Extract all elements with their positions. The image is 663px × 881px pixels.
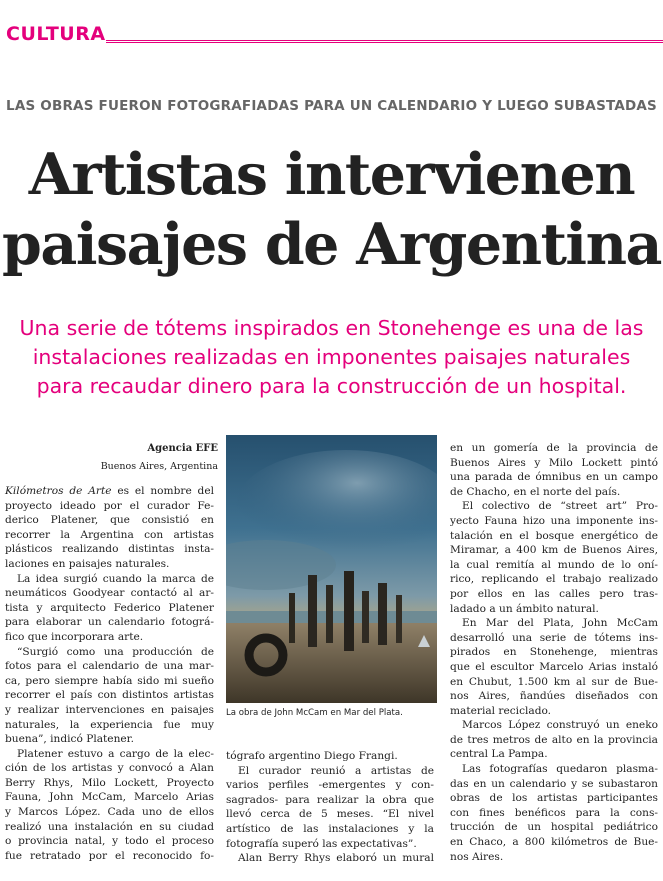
body-line: ca, pero siempre había sido mi sueño	[5, 674, 214, 687]
subhead	[10, 314, 653, 401]
body-line: varios perfiles -emergentes y con-	[226, 779, 434, 792]
headline	[0, 140, 663, 280]
body-line: plásticos realizando distintas insta-	[5, 543, 214, 556]
body-line: y Marcos López. Cada uno de ellos	[5, 806, 214, 819]
body-line: Kilómetros de Arte es el nombre del	[5, 485, 214, 497]
body-line: en Chaco, a 800 kilómetros de Bue-	[450, 836, 658, 849]
subhead-line: instalaciones realizadas en imponentes paisajes naturales	[32, 345, 631, 369]
body-line: central La Pampa.	[450, 748, 548, 761]
body-line: rico, replicando el trabajo realizado	[450, 573, 658, 586]
body-line: sagrados- para realizar la obra que	[226, 793, 434, 806]
body-line: con fines benéficos para la cons-	[450, 806, 658, 819]
subhead-line: para recaudar dinero para la construcción de un hospital.	[36, 374, 627, 398]
body-line: fue retratado por el reconocido fo-	[5, 849, 214, 862]
body-line: una parada de ómnibus en un campo	[450, 471, 658, 484]
body-line: o provincia natal, y todo el proceso	[5, 835, 214, 848]
body-line: neumáticos Goodyear contactó al ar-	[5, 587, 214, 600]
body-line: “Surgió como una producción de	[17, 645, 214, 658]
byline-agency: Agencia EFE	[147, 443, 218, 454]
body-line: yecto Fauna hizo una imponente ins-	[450, 514, 658, 527]
photo-caption: La obra de John McCam en Mar del Plata.	[226, 708, 403, 718]
body-line: fico que incorporara arte.	[5, 630, 144, 643]
article-photo	[226, 435, 437, 703]
byline-place: Buenos Aires, Argentina	[100, 461, 218, 472]
body-line: tista y arquitecto Federico Platener	[5, 601, 214, 614]
body-line: recorrer el país con distintos artistas	[5, 689, 214, 702]
body-line: trucción de un hospital pediátrico	[450, 821, 658, 834]
body-line: realizó una instalación en su ciudad	[5, 820, 214, 833]
body-line: El colectivo de “street art” Pro-	[462, 500, 658, 513]
body-line: derico Platener, que consistió en	[5, 514, 214, 527]
body-line: y realizar intervenciones en paisajes	[5, 703, 214, 716]
body-line: proyecto ideado por el curador Fe-	[5, 499, 214, 512]
headline-line: paisajes de Argentina	[2, 211, 661, 278]
body-line: naturales, la experiencia fue muy	[5, 718, 214, 731]
body-line: ladado a un ámbito natural.	[450, 602, 599, 615]
body-line: obras de los artistas participantes	[450, 792, 658, 805]
headline-line: Artistas intervienen	[28, 141, 635, 208]
body-line: artístico de las instalaciones y la	[226, 822, 434, 835]
body-line: de tres metros de alto en la provincia	[450, 733, 658, 746]
body-column-2	[226, 749, 434, 866]
body-line: la cual remitía al mundo de lo oní-	[450, 558, 658, 571]
body-line: material reciclado.	[450, 704, 552, 717]
body-line: fotos para el calendario de una mar-	[5, 660, 214, 673]
body-line: llevó cerca de 5 meses. “El nivel	[226, 808, 434, 821]
kicker: LAS OBRAS FUERON FOTOGRAFIADAS PARA UN CALENDARIO Y LUEGO SUBASTADAS	[6, 98, 657, 114]
body-line: tógrafo argentino Diego Frangi.	[226, 750, 398, 762]
body-line: en un gomería de la provincia de	[450, 442, 658, 454]
body-line: nos Aires, ñandúes diseñados con	[450, 690, 658, 703]
body-column-1	[5, 484, 214, 863]
body-line: Fauna, John McCam, Marcelo Arias	[5, 791, 214, 804]
body-line: laciones en paisajes naturales.	[5, 557, 170, 570]
body-line: pirados en Stonehenge, mientras	[450, 646, 658, 659]
body-line: El curador reunió a artistas de	[238, 764, 434, 777]
body-line: Miramar, a 400 km de Buenos Aires,	[450, 544, 658, 557]
body-line: que el escultor Marcelo Arias instaló	[450, 660, 658, 673]
section-label: CULTURA	[6, 23, 106, 45]
body-line: para elaborar un calendario fotográ-	[5, 616, 214, 629]
body-column-3	[450, 441, 658, 864]
body-line: En Mar del Plata, John McCam	[462, 617, 658, 630]
subhead-line: Una serie de tótems inspirados en Stonehenge es una de las	[19, 316, 644, 340]
body-line: Platener estuvo a cargo de la elec-	[17, 747, 214, 760]
project-name: Kilómetros de Arte	[5, 485, 112, 497]
section-rule	[106, 40, 663, 43]
body-line: recorrer la Argentina con artistas	[5, 528, 214, 541]
body-line: Las fotografías quedaron plasma-	[462, 763, 658, 776]
body-line: desarrolló una serie de tótems ins-	[450, 631, 658, 644]
body-line: La idea surgió cuando la marca de	[17, 572, 214, 585]
body-line: por ellos en las calles pero tras-	[450, 587, 658, 600]
body-line: das en un calendario y se subastaron	[450, 777, 658, 790]
body-line: Marcos López construyó un eneko	[462, 719, 658, 732]
body-line: fotografía superó las expectativas”.	[226, 837, 417, 850]
body-line: ción de los artistas y convocó a Alan	[5, 762, 214, 775]
body-line: Buenos Aires y Milo Lockett pintó	[450, 456, 658, 469]
body-line: talación en el bosque energético de	[450, 529, 658, 542]
body-line: de Chacho, en el norte del país.	[450, 485, 621, 498]
byline	[101, 440, 218, 476]
body-line: nos Aires.	[450, 850, 504, 863]
body-line: Berry Rhys, Milo Lockett, Proyecto	[5, 776, 214, 789]
body-line: Alan Berry Rhys elaboró un mural	[238, 852, 434, 865]
section-header	[0, 22, 663, 48]
body-line: en Chubut, 1.500 km al sur de Bue-	[450, 675, 658, 688]
body-line: buena”, indicó Platener.	[5, 733, 134, 746]
